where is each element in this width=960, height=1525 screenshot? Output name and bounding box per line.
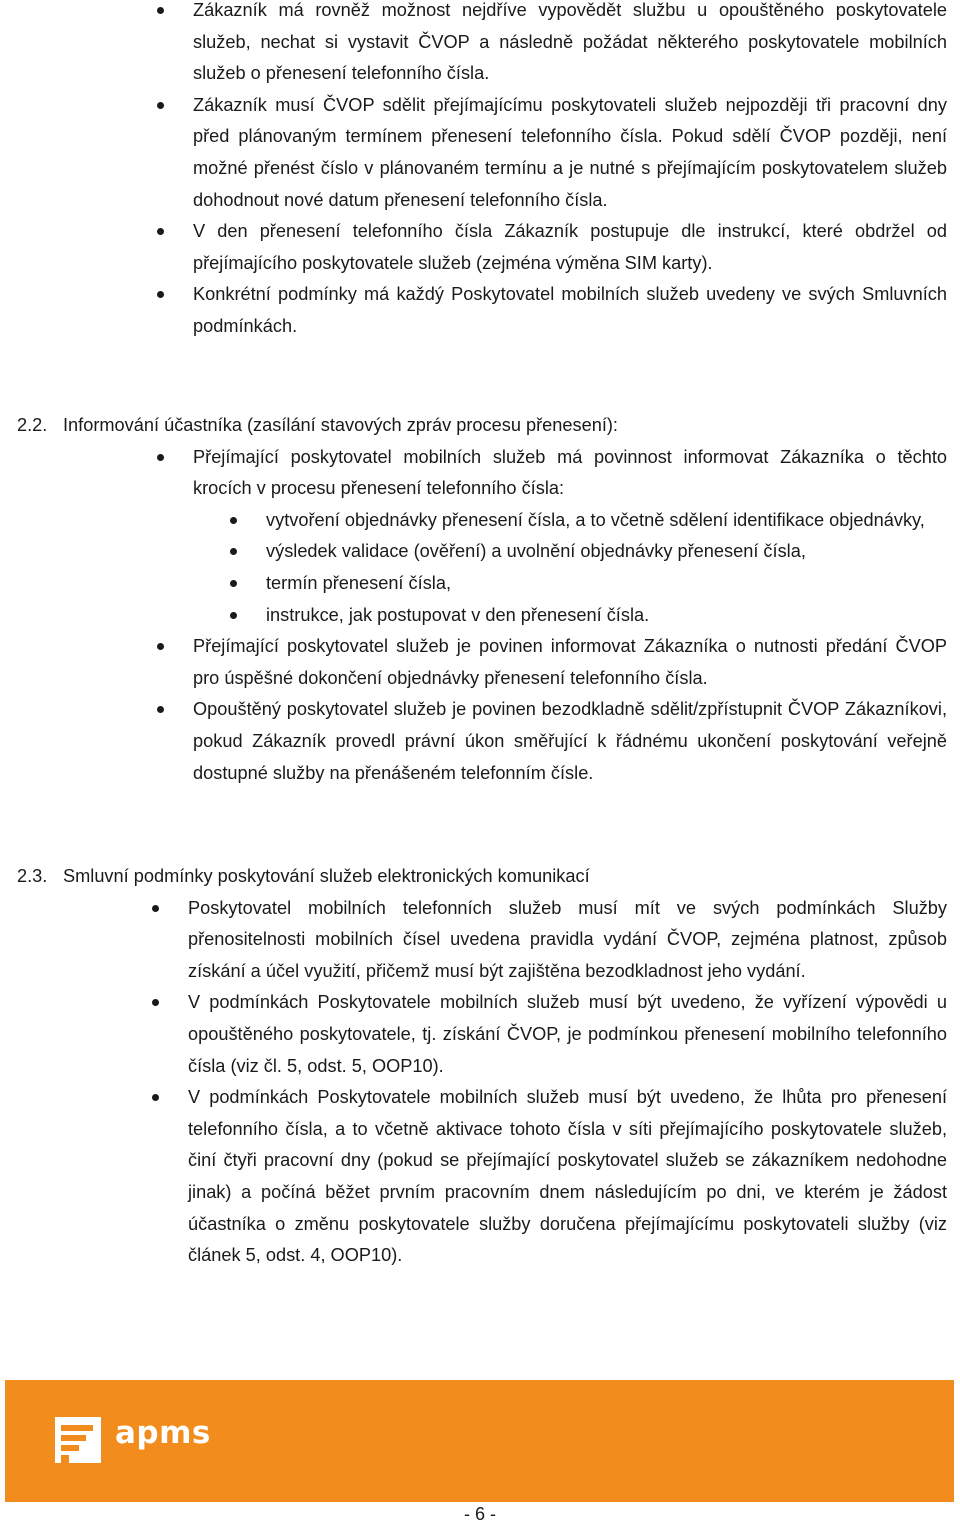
list-item [0, 279, 960, 342]
bullet-icon [230, 517, 237, 524]
sub-list-item [0, 600, 960, 632]
sub-list-item [0, 505, 960, 537]
list-item-text: Konkrétní podmínky má každý Poskytovatel mobilních služeb uvedeny ve svých Smluvních podmínkách. [193, 284, 947, 336]
list-item-text: Přejímající poskytovatel služeb je povinen informovat Zákazníka o nutnosti předání ČVOP pro úspěšné dokončení objednávky přenesení telefonního čísla. [193, 636, 947, 688]
section-heading [0, 410, 960, 442]
bullet-icon [152, 905, 159, 912]
page-number: - 6 - [463, 1504, 496, 1524]
list-item-text: V den přenesení telefonního čísla Zákazník postupuje dle instrukcí, které obdržel od přejímajícího poskytovatele služeb (zejména výměna SIM karty). [193, 221, 947, 273]
footer-banner [5, 1380, 954, 1502]
section-number: 2.3. [17, 866, 48, 886]
bullet-icon [157, 643, 164, 650]
list-item [0, 631, 960, 694]
sub-list-item [0, 536, 960, 568]
list-item [0, 1082, 960, 1272]
bullet-icon [157, 7, 164, 14]
bullet-icon [230, 612, 237, 619]
list-item-text: V podmínkách Poskytovatele mobilních služeb musí být uvedeno, že vyřízení výpovědi u opouštěného poskytovatele, tj. získání ČVOP, je podmínkou přenesení mobilního telefonního čísla (viz čl. 5, odst. 5, OOP10). [188, 992, 947, 1076]
sub-list-item [0, 568, 960, 600]
bullet-icon [152, 1094, 159, 1101]
list-item [0, 442, 960, 505]
bullet-icon [157, 706, 164, 713]
bullet-icon [157, 102, 164, 109]
bullet-icon [230, 580, 237, 587]
list-item-text: Opouštěný poskytovatel služeb je povinen bezodkladně sdělit/zpřístupnit ČVOP Zákazníkovi, pokud Zákazník provedl právní úkon směřující k řádnému ukončení poskytování veřejně dostupné služby na přenášeném telefonním čísle. [193, 699, 947, 783]
sub-list-item-text: výsledek validace (ověření) a uvolnění objednávky přenesení čísla, [266, 541, 806, 562]
list-item [0, 694, 960, 789]
bullet-icon [157, 291, 164, 298]
bullet-icon [230, 548, 237, 555]
list-item [0, 893, 960, 988]
sub-list-item-text: termín přenesení čísla, [266, 572, 451, 593]
section-number: 2.2. [17, 415, 48, 435]
bullet-icon [157, 228, 164, 235]
bullet-list-continued [0, 0, 960, 343]
sub-bullet-list [0, 505, 960, 631]
list-item-text: Zákazník musí ČVOP sdělit přejímajícímu poskytovateli služeb nejpozději tři pracovní dny před plánovaným termínem přenesení telefonního čísla. Pokud sdělí ČVOP později, není možné přenést číslo v plánovaném termínu a je nutné s přejímajícím poskytovatelem služeb dohodnout nové datum přenesení telefonního čísla. [193, 94, 947, 210]
list-item-text: Poskytovatel mobilních telefonních služeb musí mít ve svých podmínkách Služby přenositelnosti mobilních čísel uvedena pravidla vydání ČVOP, zejména platnost, způsob získání a účel využití, přičemž musí být zajištěna bezodkladnost jeho vydání. [188, 897, 947, 981]
list-item [0, 0, 960, 90]
apms-logo-icon [55, 1417, 101, 1463]
list-item-text: Přejímající poskytovatel mobilních služeb má povinnost informovat Zákazníka o těchto krocích v procesu přenesení telefonního čísla: [193, 446, 947, 499]
sub-list-item-text: instrukce, jak postupovat v den přenesení čísla. [266, 604, 650, 625]
bullet-list [0, 893, 960, 1272]
section-title: Informování účastníka (zasílání stavových zpráv procesu přenesení): [63, 415, 618, 435]
list-item [0, 987, 960, 1082]
logo-text: apms [115, 1415, 211, 1451]
sublist-container [0, 505, 960, 631]
bullet-icon [152, 999, 159, 1006]
section-title: Smluvní podmínky poskytování služeb elektronických komunikací [63, 866, 590, 886]
sub-list-item-text: vytvoření objednávky přenesení čísla, a to včetně sdělení identifikace objednávky, [266, 509, 925, 530]
list-item-text: V podmínkách Poskytovatele mobilních služeb musí být uvedeno, že lhůta pro přenesení telefonního čísla, a to včetně aktivace tohoto čísla v síti přejímajícího poskytovatele služeb, činí čtyři pracovní dny (pokud se přejímající poskytovatel služeb se zákazníkem nedohodne jinak) a počíná běžet prvním pracovním dnem následujícím po dni, ve kterém je žádost účastníka o změnu poskytovatele služby doručena přejímajícímu poskytovateli služby (viz článek 5, odst. 4, OOP10). [188, 1087, 947, 1266]
bullet-icon [157, 454, 164, 461]
list-item [0, 90, 960, 216]
list-item [0, 216, 960, 279]
section-2-2 [0, 410, 960, 789]
bullet-list [0, 442, 960, 790]
section-heading [0, 861, 960, 893]
section-2-3 [0, 861, 960, 1272]
list-item-text: Zákazník má rovněž možnost nejdříve vypovědět službu u opouštěného poskytovatele služeb, nechat si vystavit ČVOP a následně požádat některého poskytovatele mobilních služeb o přenesení telefonního čísla. [193, 0, 947, 84]
